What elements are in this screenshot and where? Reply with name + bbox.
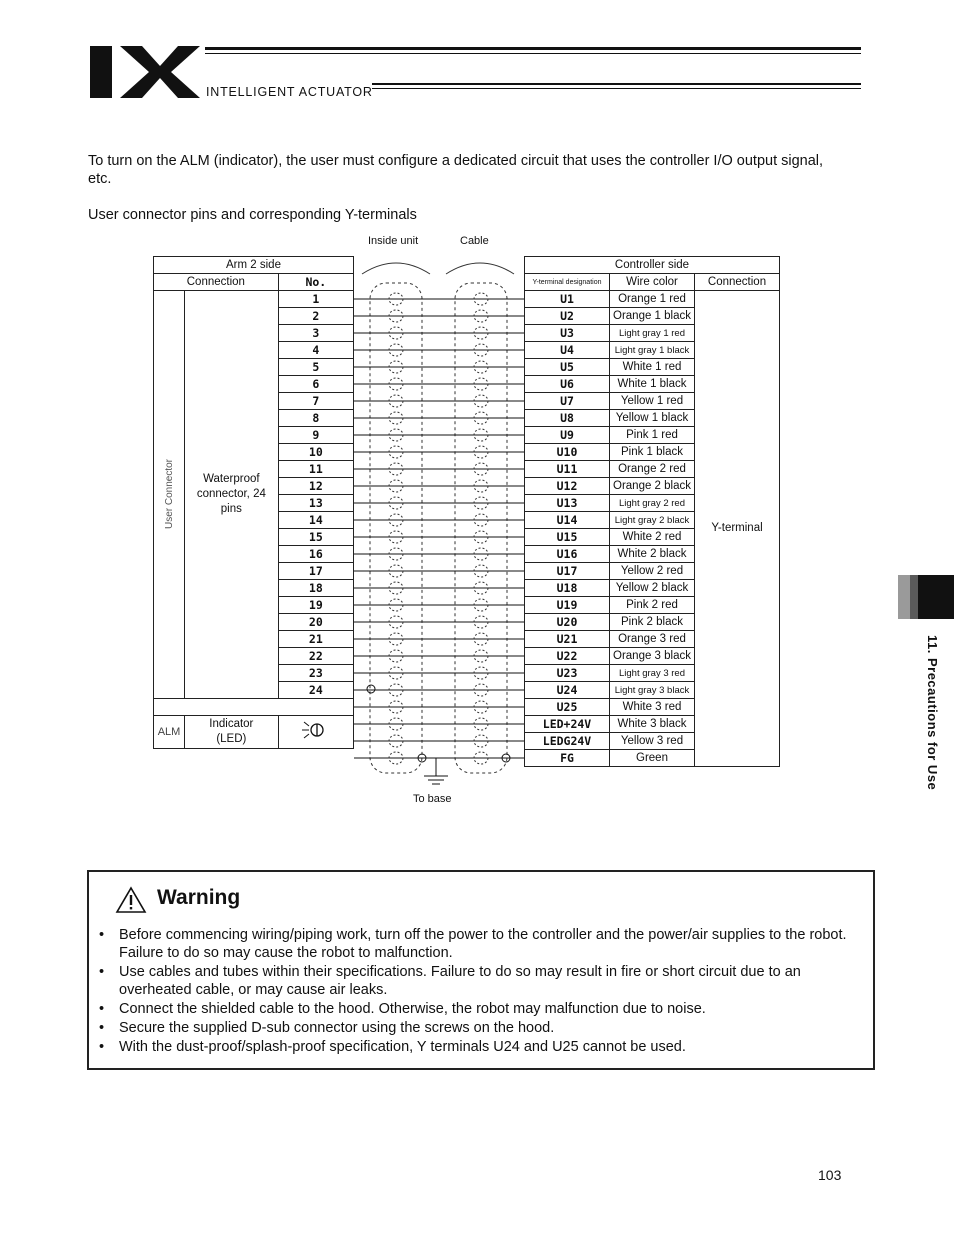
wire-color: Light gray 2 red [610,495,695,512]
connection-header: Connection [695,274,780,291]
junction-icon [367,685,375,693]
header-rule [372,88,861,89]
wire-color: Light gray 2 black [610,512,695,529]
wire-color: White 2 red [610,529,695,546]
controller-side-header: Controller side [525,257,780,274]
cable-bracket [446,263,514,274]
wire-color: Light gray 3 red [610,665,695,682]
wire-color: Orange 2 black [610,478,695,495]
pin-number: 13 [278,495,353,512]
pin-number: 8 [278,410,353,427]
wire-color: Yellow 1 red [610,393,695,410]
no-header: No. [278,274,353,291]
y-terminal-connection: Y-terminal [695,291,780,767]
y-terminal-designation: U4 [525,342,610,359]
y-terminal-designation: U2 [525,308,610,325]
arm-side-header: Arm 2 side [154,257,354,274]
y-terminal-designation: U21 [525,631,610,648]
wire-color: Light gray 1 red [610,325,695,342]
chapter-tab [898,575,954,619]
pin-number: 6 [278,376,353,393]
y-terminal-designation: U25 [525,699,610,716]
pin-number: 19 [278,597,353,614]
warning-icon [115,886,147,914]
diagram-heading: User connector pins and corresponding Y-terminals [88,207,417,223]
wire-color: White 1 black [610,376,695,393]
pin-number: 7 [278,393,353,410]
wire-color: Pink 1 red [610,427,695,444]
pin-number: 2 [278,308,353,325]
chapter-title: 11. Precautions for Use [925,635,940,791]
pin-number: 20 [278,614,353,631]
y-terminal-designation: U19 [525,597,610,614]
wire-color: Orange 1 red [610,291,695,308]
to-base-label: To base [413,793,452,805]
y-terminal-designation: U13 [525,495,610,512]
y-terminal-designation: LEDG24V [525,733,610,750]
alm-label: ALM [154,716,185,749]
controller-side-table [524,256,780,767]
warning-item: • Use cables and tubes within their specifications. Failure to do so may result in fire or short circuit due to an overheated cable, or may cause air leaks. [99,963,859,999]
led-icon [301,718,331,742]
pin-number: 1 [278,291,353,308]
wire-color: White 3 red [610,699,695,716]
pin-number: 24 [278,682,353,699]
wire-color: White 2 black [610,546,695,563]
pin-number: 17 [278,563,353,580]
inside-unit-outline [370,283,422,773]
warning-item: • Secure the supplied D-sub connector using the screws on the hood. [99,1019,859,1037]
y-terminal-designation: U9 [525,427,610,444]
y-terminal-designation: U16 [525,546,610,563]
y-terminal-designation: U8 [525,410,610,427]
pin-number: 23 [278,665,353,682]
y-terminal-designation: FG [525,750,610,767]
wire-color: Light gray 1 black [610,342,695,359]
user-connector-label: User Connector [154,291,185,699]
inside-unit-bracket [362,263,430,274]
pin-number: 18 [278,580,353,597]
wire-color: White 1 red [610,359,695,376]
pin-number: 22 [278,648,353,665]
wire-color: Orange 3 red [610,631,695,648]
wire-color: Pink 1 black [610,444,695,461]
pin-number: 9 [278,427,353,444]
warning-item: • Connect the shielded cable to the hood. Otherwise, the robot may malfunction due to noise. [99,1000,859,1018]
y-terminal-designation: LED+24V [525,716,610,733]
y-terminal-designation: U22 [525,648,610,665]
pin-number: 21 [278,631,353,648]
arm-side-table [153,256,354,749]
wire-color: Yellow 2 black [610,580,695,597]
wire-color: Orange 3 black [610,648,695,665]
spacer-row [154,699,354,716]
wiring-diagram [354,256,524,796]
y-terminal-designation: U7 [525,393,610,410]
warning-item: • With the dust-proof/splash-proof specification, Y terminals U24 and U25 cannot be used. [99,1038,859,1056]
ix-logo [90,46,200,98]
y-terminal-designation: U15 [525,529,610,546]
warning-item: • Before commencing wiring/piping work, turn off the power to the controller and the power/air supplies to the robot. Failure to do so may cause the robot to malfunction. [99,926,859,962]
wire-color: Orange 1 black [610,308,695,325]
wire-color: Yellow 2 red [610,563,695,580]
pin-number: 10 [278,444,353,461]
warning-title: Warning [157,886,241,909]
wire-color: Green [610,750,695,767]
indicator-label: Indicator (LED) [185,716,279,749]
waterproof-connector-label: Waterproof connector, 24 pins [185,291,279,699]
y-terminal-designation: U14 [525,512,610,529]
pin-number: 4 [278,342,353,359]
pin-number: 15 [278,529,353,546]
y-terminal-designation: U10 [525,444,610,461]
y-designation-header: Y-terminal designation [525,274,610,291]
header-rule [205,47,861,50]
inside-unit-label: Inside unit [368,235,419,247]
wire-color: Light gray 3 black [610,682,695,699]
wire-color: Orange 2 red [610,461,695,478]
pin-number: 11 [278,461,353,478]
wire-color-header: Wire color [610,274,695,291]
wire-color: Pink 2 black [610,614,695,631]
y-terminal-designation: U23 [525,665,610,682]
y-terminal-designation: U17 [525,563,610,580]
brand-name: INTELLIGENT ACTUATOR [206,85,373,99]
cable-label: Cable [460,235,489,247]
wire-color: Yellow 3 red [610,733,695,750]
y-terminal-designation: U20 [525,614,610,631]
pin-number: 5 [278,359,353,376]
header-rule [372,83,861,85]
wire-color: Yellow 1 black [610,410,695,427]
y-terminal-designation: U12 [525,478,610,495]
cable-outline [455,283,507,773]
wire-color: White 3 black [610,716,695,733]
y-terminal-designation: U24 [525,682,610,699]
y-terminal-designation: U5 [525,359,610,376]
y-terminal-designation: U1 [525,291,610,308]
wire-color: Pink 2 red [610,597,695,614]
intro-paragraph: To turn on the ALM (indicator), the user must configure a dedicated circuit that uses the controller I/O output signal, etc. [88,153,824,187]
header-rule [205,53,861,54]
led-symbol [278,716,353,749]
pin-number: 14 [278,512,353,529]
connection-header: Connection [154,274,279,291]
warning-list [99,926,859,1057]
pin-number: 3 [278,325,353,342]
warning-box [87,870,875,1070]
page-number: 103 [818,1167,842,1183]
y-terminal-designation: U6 [525,376,610,393]
pin-number: 12 [278,478,353,495]
y-terminal-designation: U3 [525,325,610,342]
y-terminal-designation: U18 [525,580,610,597]
pin-number: 16 [278,546,353,563]
y-terminal-designation: U11 [525,461,610,478]
